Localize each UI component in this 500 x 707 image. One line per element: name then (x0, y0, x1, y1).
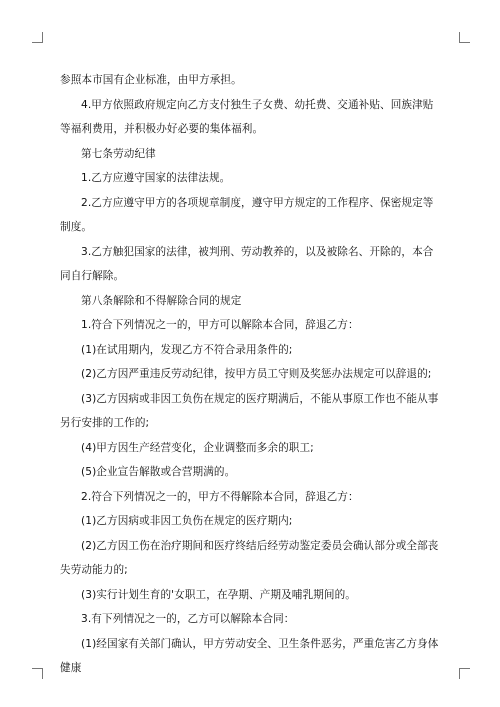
paragraph: 3.乙方触犯国家的法律，被判刑、劳动教养的，以及被除名、开除的，本合同自行解除。 (60, 245, 434, 282)
paragraph: 参照本市国有企业标准，由甲方承担。 (60, 74, 242, 86)
crop-mark-top-right (459, 32, 470, 43)
crop-mark-bottom-left (32, 668, 43, 679)
paragraph: 2.符合下列情况之一的，甲方不得解除本合同，辞退乙方： (81, 490, 359, 503)
list-item: (1)在试用期内，发现乙方不符合录用条件的; (81, 343, 293, 356)
paragraph: 3.有下列情况之一的，乙方可以解除本合同： (81, 613, 295, 625)
list-item: (5)企业宣告解散或合营期满的。 (81, 466, 236, 478)
section-heading: 第七条劳动纪律 (81, 147, 156, 160)
paragraph: 1.乙方应遵守国家的法律法规。 (81, 172, 231, 184)
crop-mark-top-left (32, 32, 43, 43)
list-item: (1)经国家有关部门确认，甲方劳动安全、卫生条件恶劣，严重危害乙方身体健康 (60, 637, 439, 674)
list-item: (3)乙方因病或非因工负伤在规定的医疗期满后，不能从事原工作也不能从事另行安排的工作的; (60, 392, 439, 429)
document-body (60, 68, 444, 681)
list-item: (1)乙方因病或非因工负伤在规定的医疗期内; (81, 515, 293, 527)
paragraph: 4.甲方依照政府规定向乙方支付独生子女费、幼托费、交通补贴、回族津贴等福利费用，并积极办好必要的集体福利。 (60, 98, 434, 135)
crop-mark-bottom-right (459, 668, 470, 679)
list-item: (3)实行计划生育的'女职工，在孕期、产期及哺乳期间的。 (81, 588, 356, 601)
list-item: (2)乙方因严重违反劳动纪律，按甲方员工守则及奖惩办法规定可以辞退的; (81, 368, 432, 380)
paragraph: 2.乙方应遵守甲方的各项规章制度，遵守甲方规定的工作程序、保密规定等制度。 (60, 196, 434, 233)
paragraph: 1.符合下列情况之一的，甲方可以解除本合同，辞退乙方： (81, 319, 359, 331)
list-item: (2)乙方因工伤在治疗期间和医疗终结后经劳动鉴定委员会确认部分或全部丧失劳动能力的; (60, 539, 439, 576)
list-item: (4)甲方因生产经营变化，企业调整而多余的职工; (81, 441, 314, 454)
section-heading: 第八条解除和不得解除合同的规定 (81, 294, 242, 307)
